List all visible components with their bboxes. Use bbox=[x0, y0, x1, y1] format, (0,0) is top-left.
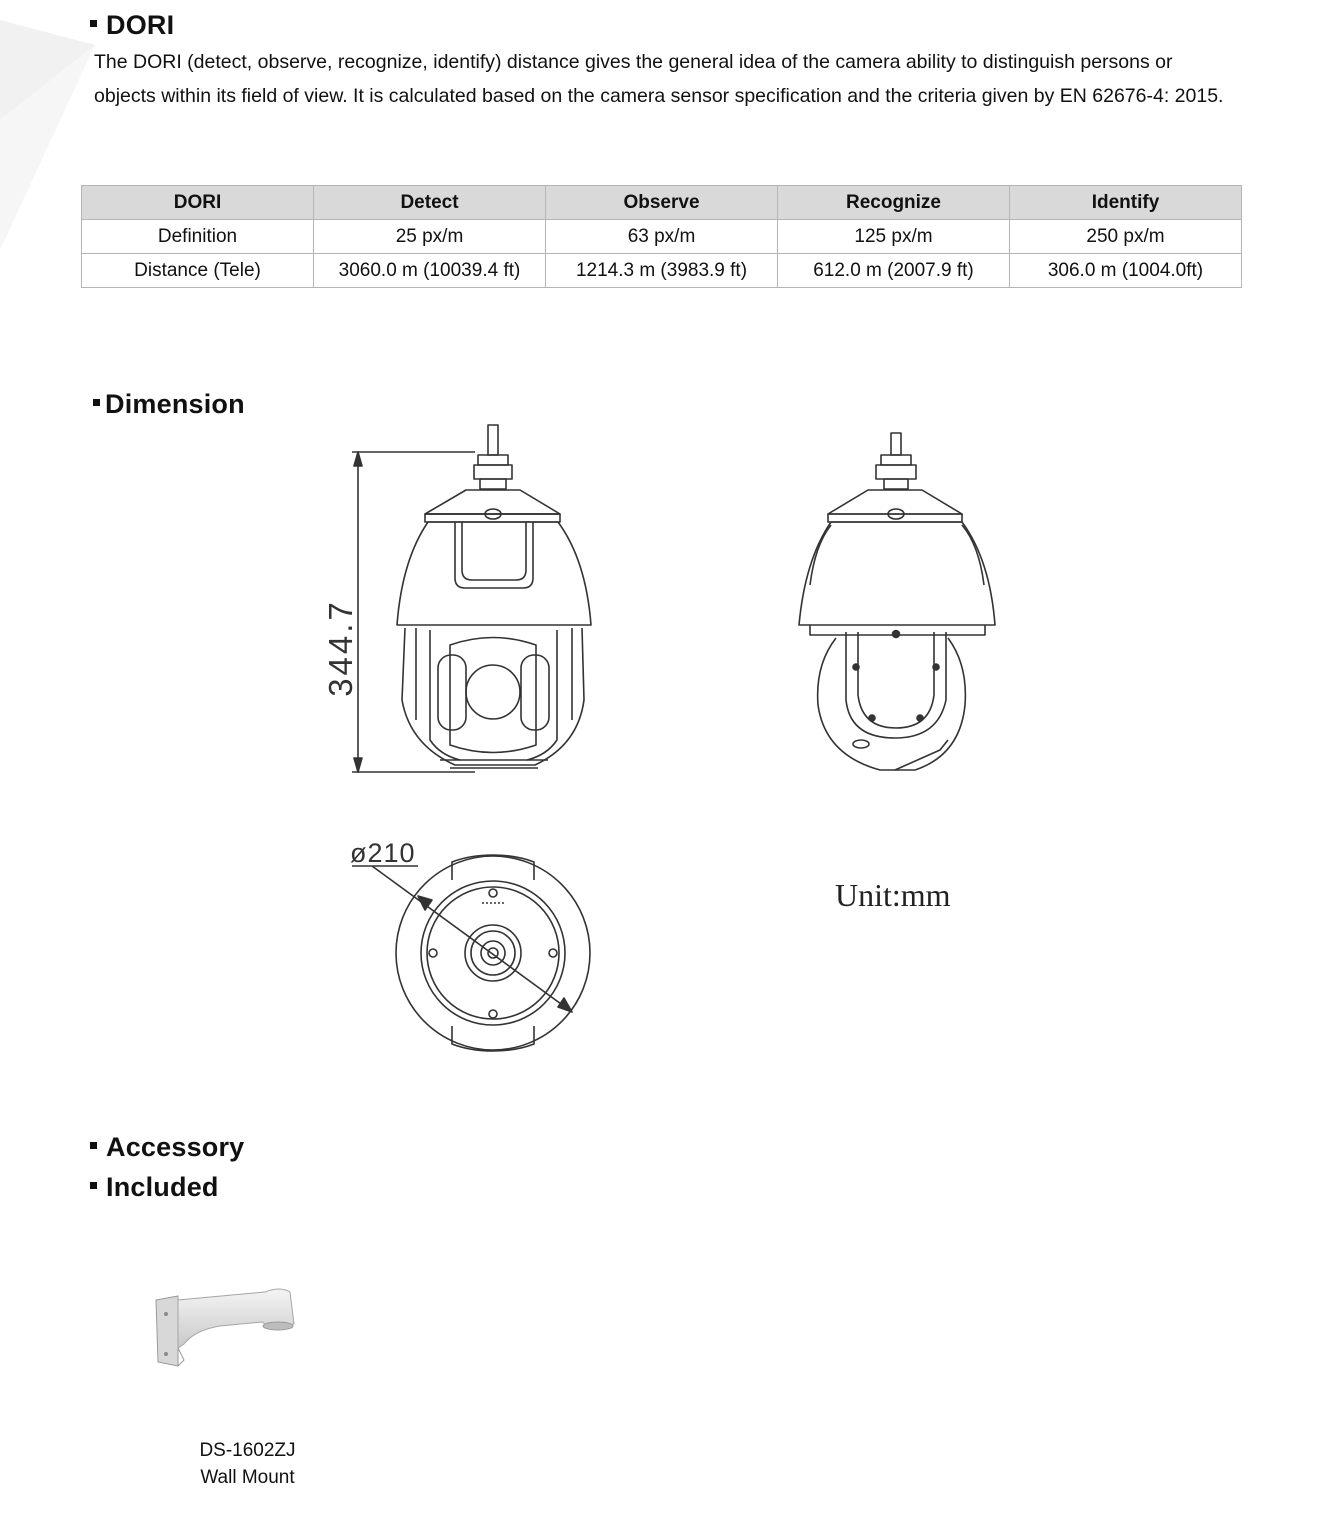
included-heading bbox=[90, 1172, 219, 1203]
height-label: 344.7 bbox=[322, 599, 359, 697]
table-cell: 612.0 m (2007.9 ft) bbox=[778, 254, 1010, 288]
table-cell: 306.0 m (1004.0ft) bbox=[1010, 254, 1242, 288]
dori-table bbox=[81, 185, 1242, 288]
table-header-cell: DORI bbox=[82, 186, 314, 220]
camera-top-view bbox=[352, 855, 590, 1051]
unit-label: Unit:mm bbox=[835, 877, 951, 913]
accessory-caption bbox=[150, 1437, 345, 1491]
table-header-row bbox=[82, 186, 1242, 220]
bullet-icon bbox=[90, 1182, 97, 1189]
table-cell: Distance (Tele) bbox=[82, 254, 314, 288]
dimension-heading-text: Dimension bbox=[105, 389, 245, 419]
camera-front-view bbox=[352, 425, 591, 772]
accessory-heading-text: Accessory bbox=[106, 1132, 245, 1162]
dori-description: The DORI (detect, observe, recognize, identify) distance gives the general idea of the camera ability to distinguish persons or objects within its field of view. It is calculated based on the camera sensor specification and the criteria given by EN 62676-4: 2015. bbox=[94, 51, 1224, 107]
bullet-icon bbox=[90, 20, 97, 27]
accessory-model: DS-1602ZJ bbox=[199, 1440, 296, 1461]
table-cell: 125 px/m bbox=[778, 220, 1010, 254]
table-header-cell: Detect bbox=[314, 186, 546, 220]
accessory-heading bbox=[90, 1132, 244, 1163]
table-cell: 3060.0 m (10039.4 ft) bbox=[314, 254, 546, 288]
included-heading-text: Included bbox=[106, 1172, 219, 1202]
accessory-name: Wall Mount bbox=[200, 1467, 295, 1488]
table-cell: 63 px/m bbox=[546, 220, 778, 254]
table-row bbox=[82, 220, 1242, 254]
table-cell: Definition bbox=[82, 220, 314, 254]
dimension-heading bbox=[93, 389, 245, 420]
table-header-cell: Identify bbox=[1010, 186, 1242, 220]
diameter-label: ø210 bbox=[350, 838, 416, 868]
dori-heading bbox=[90, 10, 174, 41]
camera-dimension-drawing bbox=[300, 418, 1020, 1068]
table-header-cell: Recognize bbox=[778, 186, 1010, 220]
table-cell: 25 px/m bbox=[314, 220, 546, 254]
table-header-cell: Observe bbox=[546, 186, 778, 220]
camera-side-view bbox=[799, 433, 995, 770]
table-cell: 250 px/m bbox=[1010, 220, 1242, 254]
wall-mount-image bbox=[150, 1278, 300, 1373]
table-row bbox=[82, 254, 1242, 288]
bullet-icon bbox=[90, 1142, 97, 1149]
table-cell: 1214.3 m (3983.9 ft) bbox=[546, 254, 778, 288]
dori-heading-text: DORI bbox=[106, 10, 175, 40]
bullet-icon bbox=[93, 399, 100, 406]
